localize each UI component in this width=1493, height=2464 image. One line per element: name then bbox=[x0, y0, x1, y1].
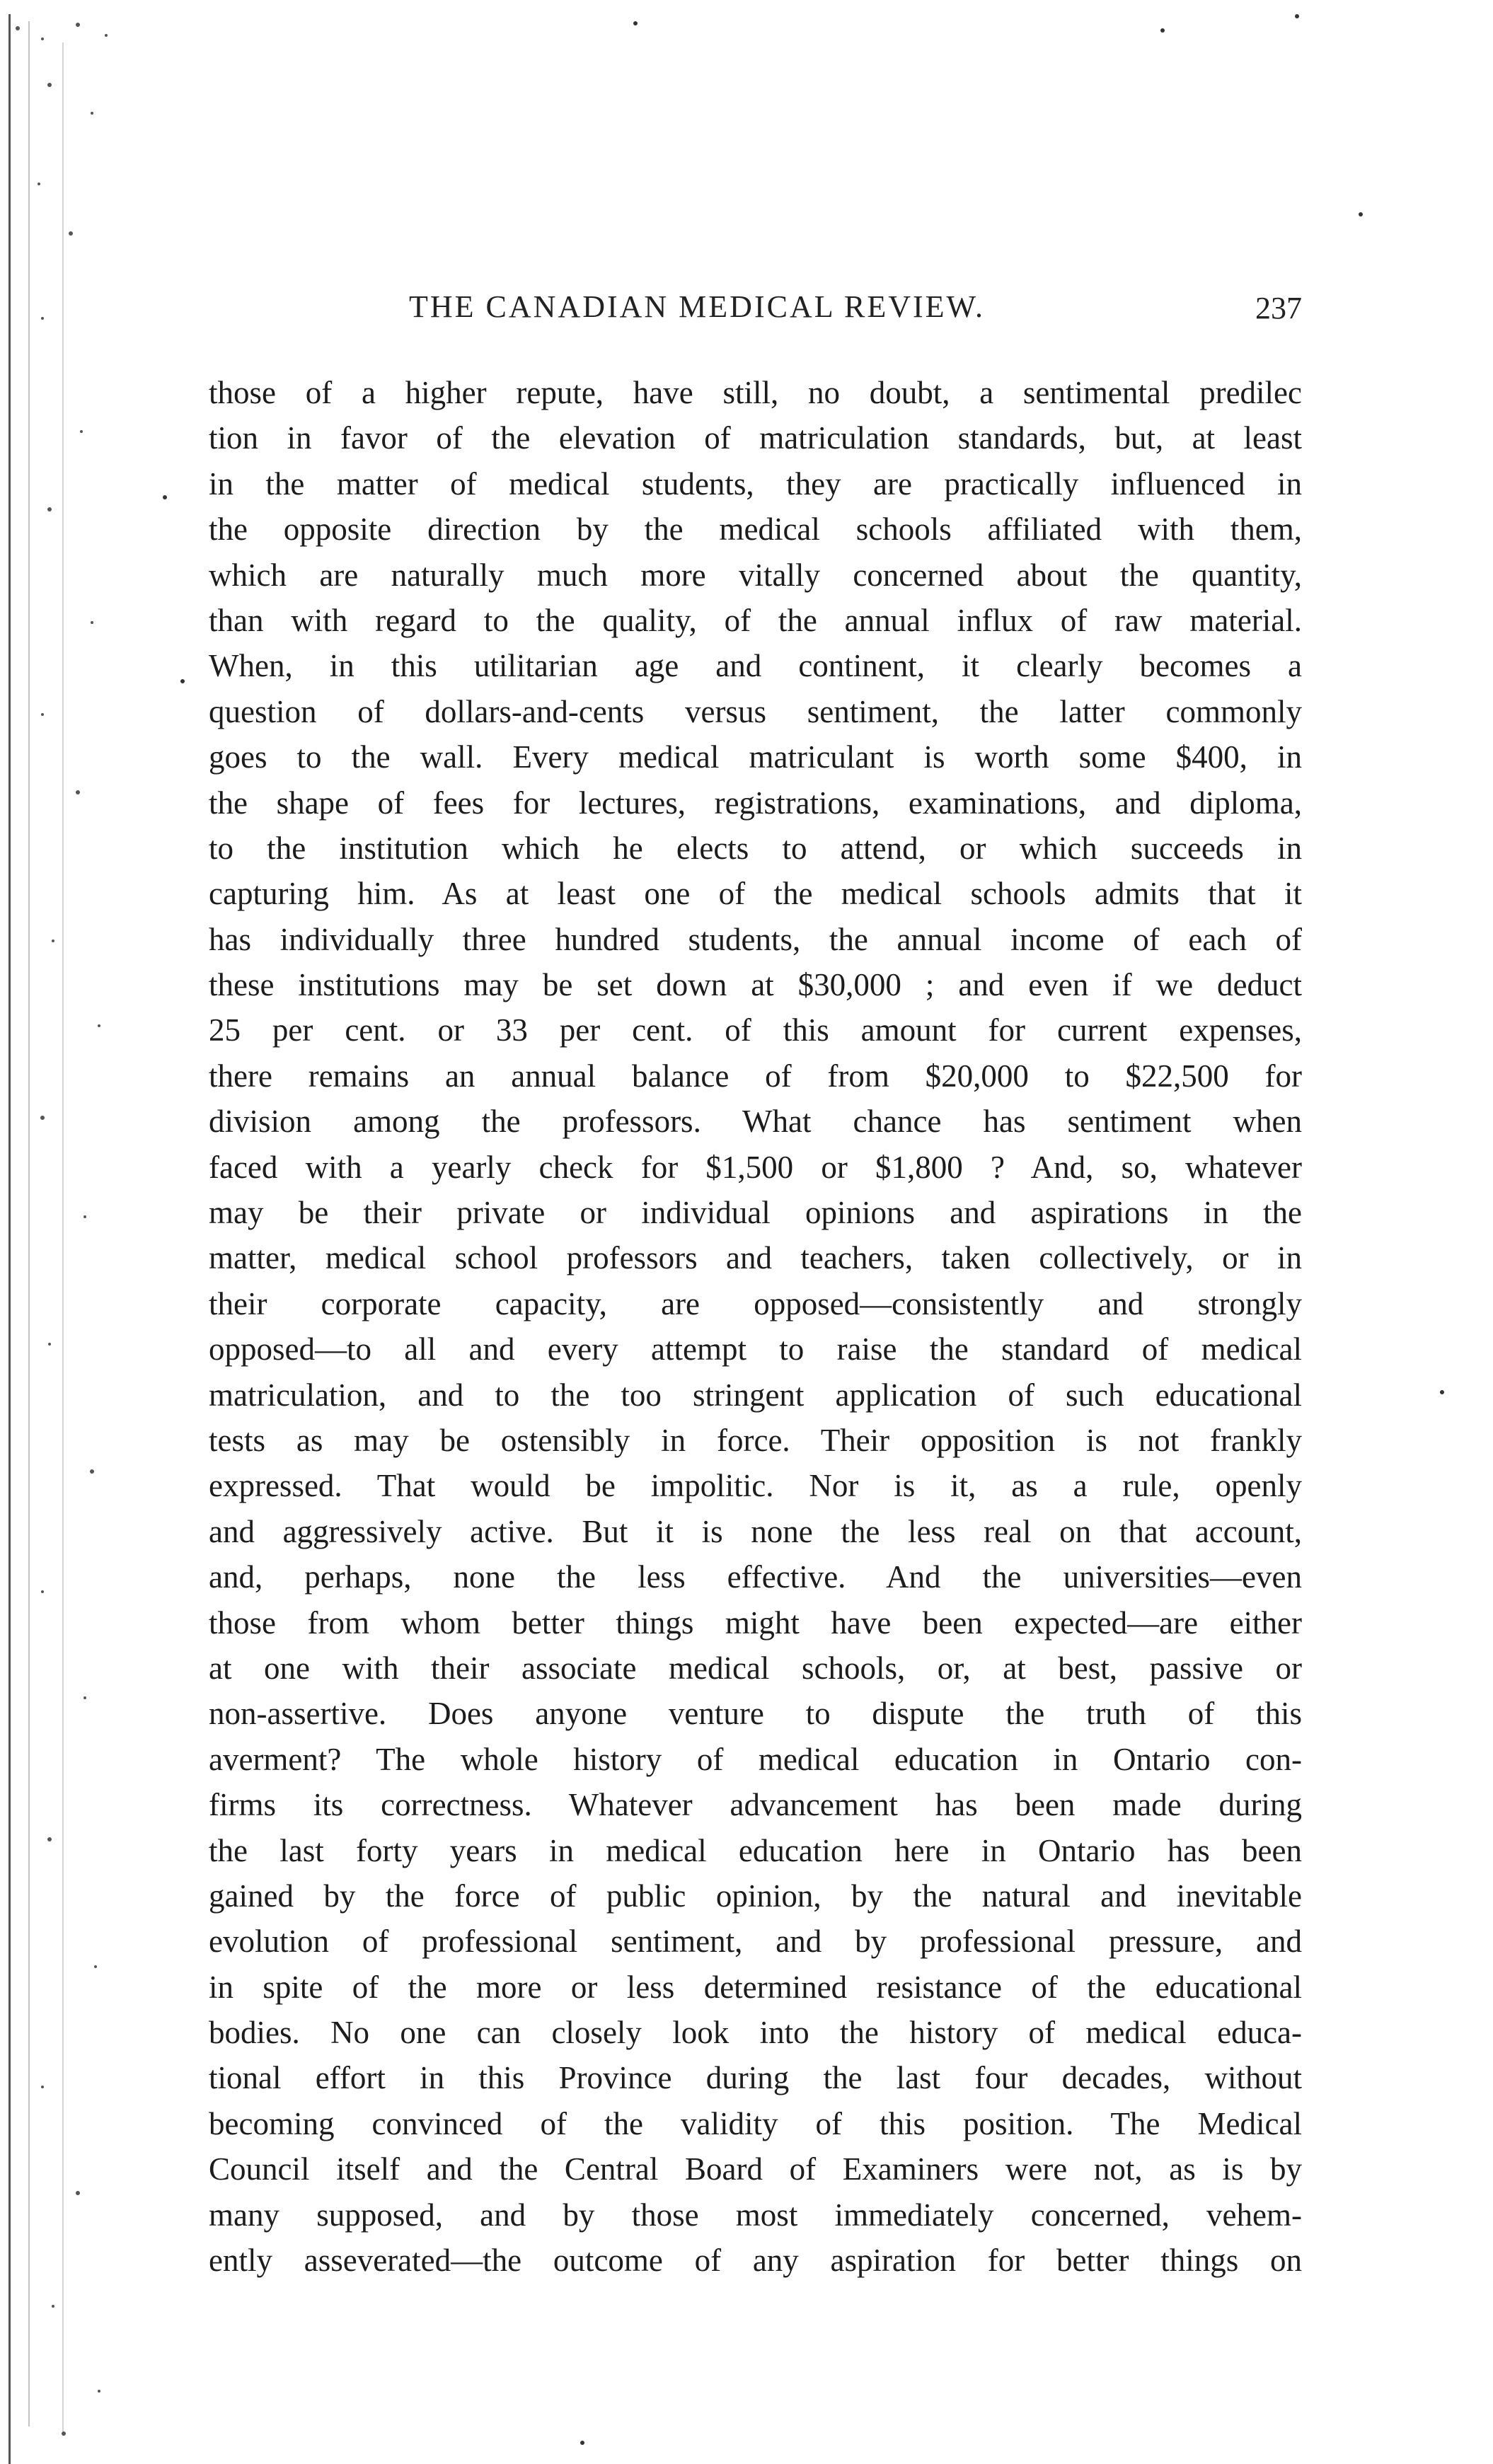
text-line: bodies. No one can closely look into the history of medical educa- bbox=[209, 2015, 1302, 2051]
text-line: which are naturally much more vitally concerned about the quantity, bbox=[209, 557, 1302, 593]
text-line: there remains an annual balance of from $20,000 to $22,500 for bbox=[209, 1058, 1302, 1094]
text-line: those from whom better things might have been expected—are either bbox=[209, 1604, 1302, 1641]
text-line: those of a higher repute, have still, no doubt, a sentimental predilec bbox=[209, 375, 1302, 410]
scan-speck bbox=[163, 495, 167, 499]
text-line: gained by the force of public opinion, by the natural and inevitable bbox=[209, 1878, 1302, 1914]
text-line: in the matter of medical students, they are practically influenced in bbox=[209, 465, 1302, 502]
text-line: has individually three hundred students, the annual income of each of bbox=[209, 921, 1302, 957]
text-line: at one with their associate medical schools, or, at best, passive or bbox=[209, 1650, 1302, 1686]
text-line: matriculation, and to the too stringent application of such educational bbox=[209, 1377, 1302, 1413]
text-line: the opposite direction by the medical schools affiliated with them, bbox=[209, 511, 1302, 548]
scan-speck bbox=[580, 2441, 584, 2445]
body-text bbox=[209, 370, 1302, 2283]
text-line: evolution of professional sentiment, and by professional pressure, and bbox=[209, 1924, 1302, 1960]
text-line: expressed. That would be impolitic. Nor is it, as a rule, openly bbox=[209, 1468, 1302, 1504]
text-line: tests as may be ostensibly in force. Their opposition is not frankly bbox=[209, 1422, 1302, 1458]
text-line: goes to the wall. Every medical matriculant is worth some $400, in bbox=[209, 739, 1302, 775]
text-line: these institutions may be set down at $30,000 ; and even if we deduct bbox=[209, 967, 1302, 1003]
scan-speck bbox=[180, 679, 185, 683]
scan-gutter-noise bbox=[0, 0, 149, 2464]
text-line: Council itself and the Central Board of Examiners were not, as is by bbox=[209, 2151, 1302, 2187]
text-line: than with regard to the quality, of the annual influx of raw material. bbox=[209, 602, 1302, 638]
text-line: and aggressively active. But it is none the less real on that account, bbox=[209, 1513, 1302, 1549]
text-line: capturing him. As at least one of the medical schools admits that it bbox=[209, 876, 1302, 912]
text-line: and, perhaps, none the less effective. And the universities—even bbox=[209, 1559, 1302, 1595]
page-number: 237 bbox=[1255, 291, 1302, 325]
scan-speck bbox=[1160, 28, 1165, 33]
scan-speck bbox=[633, 21, 638, 25]
scan-speck bbox=[1359, 212, 1363, 216]
text-line: may be their private or individual opinions and aspirations in the bbox=[209, 1195, 1302, 1231]
text-line: When, in this utilitarian age and continent, it clearly becomes a bbox=[209, 648, 1302, 684]
text-line: many supposed, and by those most immediately concerned, vehem- bbox=[209, 2197, 1302, 2233]
text-line: non-assertive. Does anyone venture to dispute the truth of this bbox=[209, 1696, 1302, 1732]
text-line: tional effort in this Province during the last four decades, without bbox=[209, 2060, 1302, 2096]
text-line: faced with a yearly check for $1,500 or $1,800 ? And, so, whatever bbox=[209, 1149, 1302, 1185]
scan-speck bbox=[1295, 14, 1299, 18]
text-line: their corporate capacity, are opposed—consistently and strongly bbox=[209, 1285, 1302, 1321]
journal-title: THE CANADIAN MEDICAL REVIEW. bbox=[409, 289, 985, 324]
text-line: in spite of the more or less determined resistance of the educational bbox=[209, 1969, 1302, 2005]
running-head bbox=[209, 289, 1302, 338]
scan-speck bbox=[1440, 1390, 1444, 1394]
text-line: tion in favor of the elevation of matriculation standards, but, at least bbox=[209, 420, 1302, 456]
text-line: to the institution which he elects to attend, or which succeeds in bbox=[209, 830, 1302, 866]
text-line: the shape of fees for lectures, registrations, examinations, and diploma, bbox=[209, 785, 1302, 821]
text-line: becoming convinced of the validity of this position. The Medical bbox=[209, 2105, 1302, 2141]
text-line: question of dollars-and-cents versus sentiment, the latter commonly bbox=[209, 693, 1302, 729]
text-line: firms its correctness. Whatever advancement has been made during bbox=[209, 1787, 1302, 1823]
text-line: averment? The whole history of medical education in Ontario con- bbox=[209, 1741, 1302, 1777]
text-line: division among the professors. What chance has sentiment when bbox=[209, 1104, 1302, 1140]
text-line: the last forty years in medical education here in Ontario has been bbox=[209, 1832, 1302, 1868]
text-line: 25 per cent. or 33 per cent. of this amount for current expenses, bbox=[209, 1012, 1302, 1048]
text-line: ently asseverated—the outcome of any aspiration for better things on bbox=[209, 2243, 1302, 2279]
text-line: matter, medical school professors and teachers, taken collectively, or in bbox=[209, 1240, 1302, 1276]
text-line: opposed—to all and every attempt to raise the standard of medical bbox=[209, 1331, 1302, 1367]
